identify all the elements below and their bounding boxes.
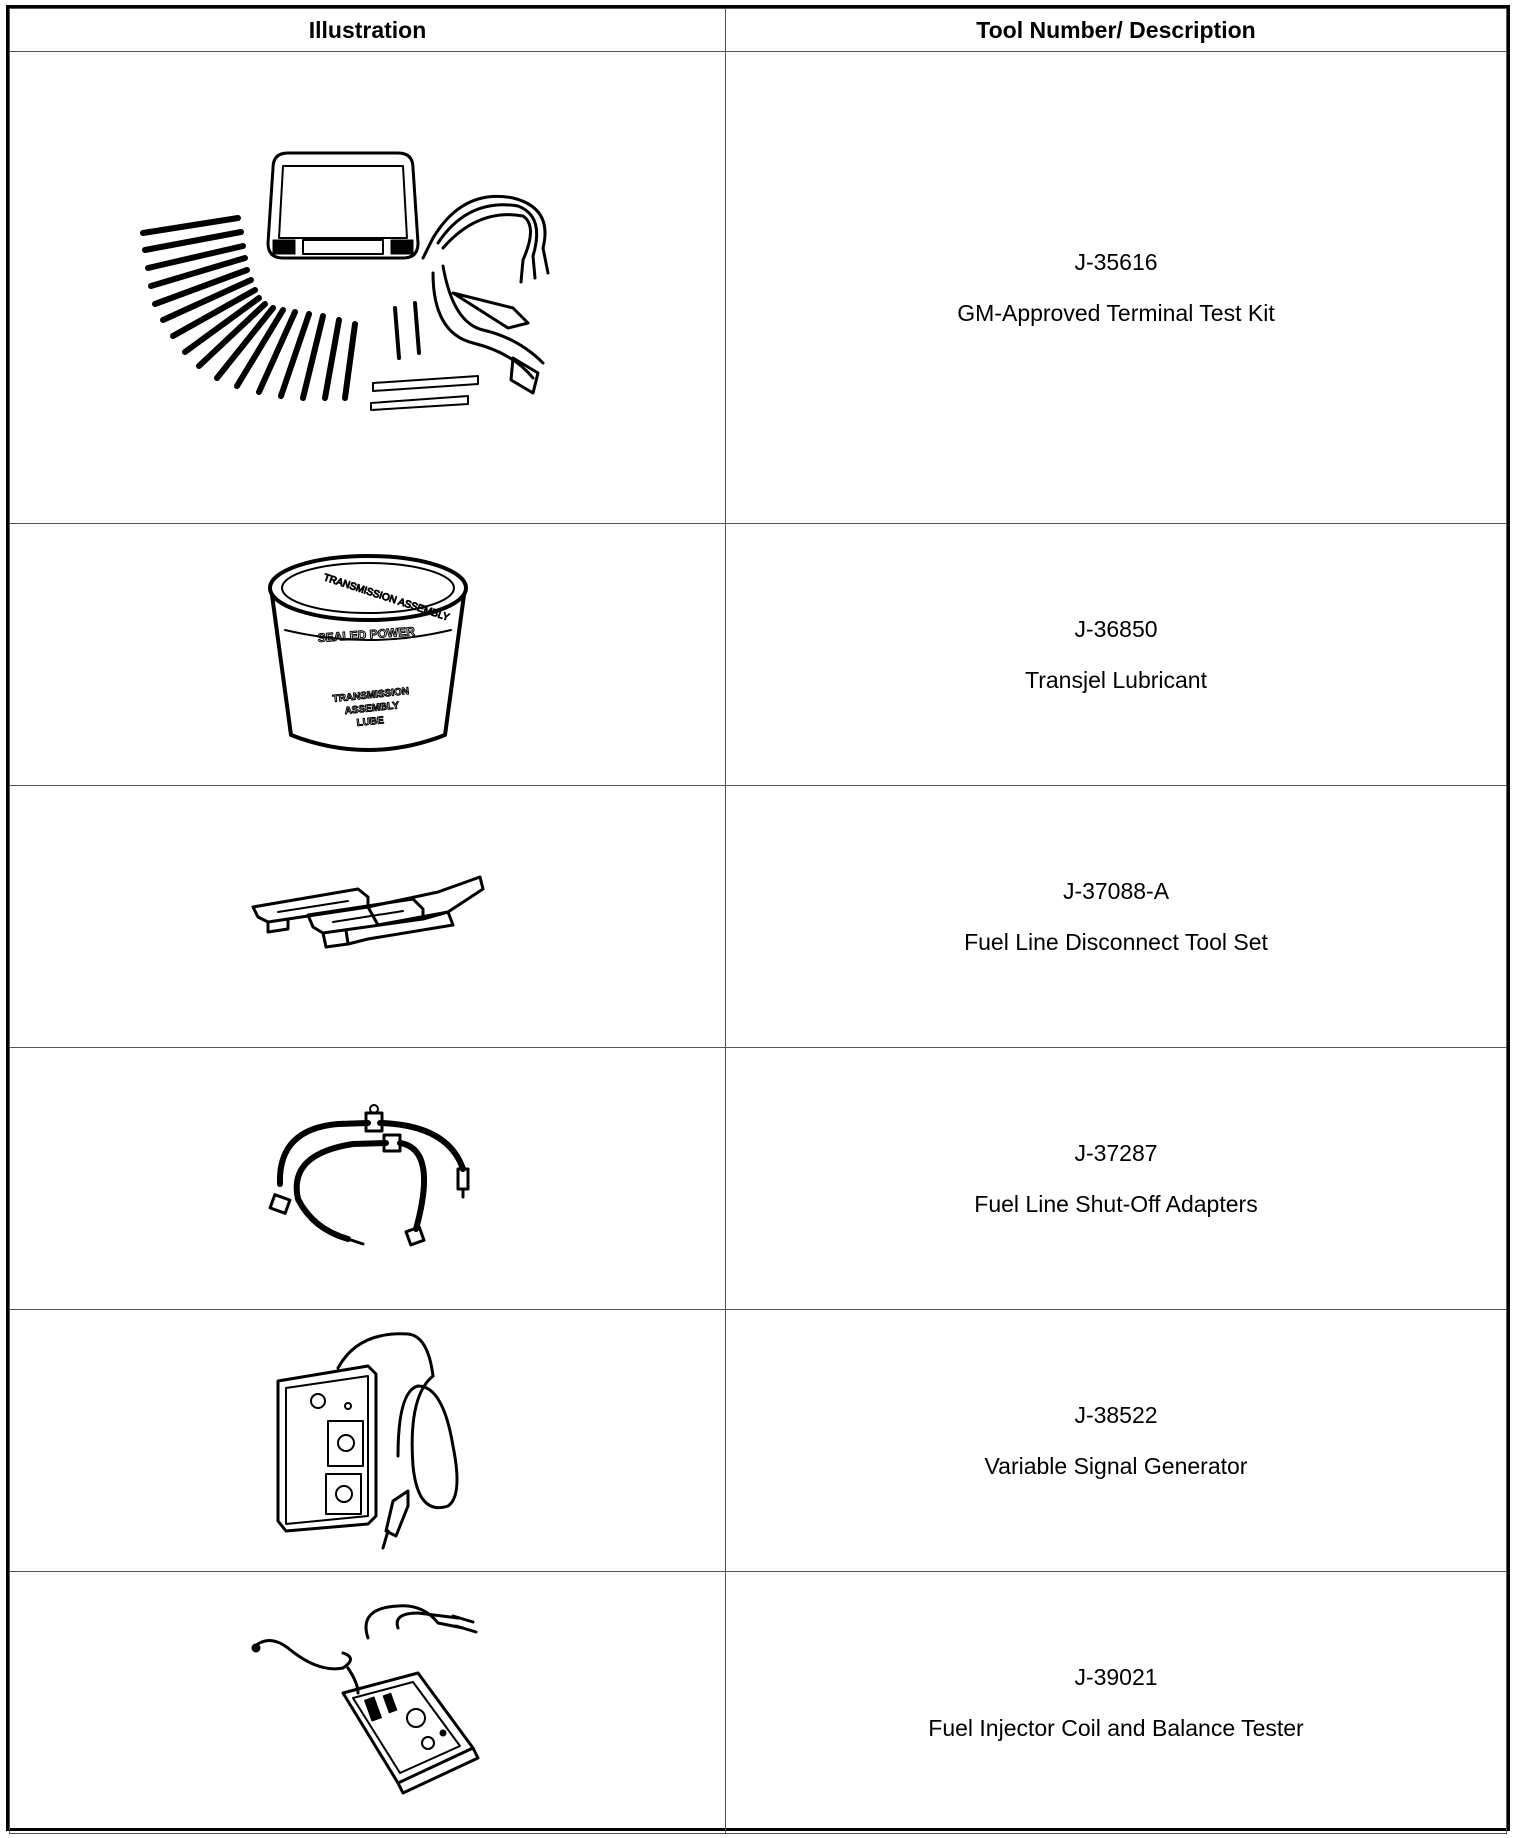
tool-description: Fuel Line Shut-Off Adapters bbox=[974, 1190, 1258, 1217]
tool-description: Transjel Lubricant bbox=[1025, 666, 1207, 693]
tool-number: J-36850 bbox=[1074, 615, 1158, 642]
tub-lid-text: TRANSMISSION ASSEMBLY bbox=[321, 571, 451, 623]
illustration-cell bbox=[10, 1048, 726, 1310]
header-tool-number-description: Tool Number/ Description bbox=[726, 9, 1507, 52]
terminal-test-kit-icon bbox=[133, 148, 603, 428]
table-row bbox=[10, 52, 1507, 524]
tub-body-line2: ASSEMBLY bbox=[343, 699, 400, 717]
tool-number: J-37287 bbox=[1074, 1139, 1158, 1166]
tools-table bbox=[9, 8, 1507, 1834]
description-cell bbox=[726, 524, 1507, 786]
description-cell bbox=[726, 1572, 1507, 1834]
tub-body-line3: LUBE bbox=[355, 714, 384, 729]
disconnect-tools-icon bbox=[248, 867, 488, 967]
tool-number: J-35616 bbox=[1074, 248, 1158, 275]
signal-generator-icon bbox=[268, 1326, 468, 1556]
shutoff-adapters-icon bbox=[258, 1099, 478, 1259]
table-row bbox=[10, 786, 1507, 1048]
header-illustration: Illustration bbox=[10, 9, 726, 52]
table-row bbox=[10, 1572, 1507, 1834]
table-row bbox=[10, 524, 1507, 786]
illustration-cell bbox=[10, 1572, 726, 1834]
illustration-cell bbox=[10, 1310, 726, 1572]
special-tools-table bbox=[6, 5, 1510, 1831]
description-cell bbox=[726, 52, 1507, 524]
header-row bbox=[10, 9, 1507, 52]
description-cell bbox=[726, 1048, 1507, 1310]
tool-description: GM-Approved Terminal Test Kit bbox=[957, 299, 1275, 326]
table-row bbox=[10, 1048, 1507, 1310]
tool-description: Variable Signal Generator bbox=[984, 1452, 1248, 1479]
tool-number: J-39021 bbox=[1074, 1663, 1158, 1690]
tub-brand-text: SEALED POWER bbox=[316, 623, 415, 645]
lubricant-tub-icon bbox=[263, 550, 473, 760]
tub-body-line1: TRANSMISSION bbox=[331, 685, 410, 705]
table-row bbox=[10, 1310, 1507, 1572]
tool-number: J-38522 bbox=[1074, 1401, 1158, 1428]
description-cell bbox=[726, 1310, 1507, 1572]
illustration-cell bbox=[10, 786, 726, 1048]
injector-tester-icon bbox=[248, 1598, 488, 1808]
tool-description: Fuel Line Disconnect Tool Set bbox=[964, 928, 1268, 955]
tool-description: Fuel Injector Coil and Balance Tester bbox=[928, 1714, 1304, 1741]
description-cell bbox=[726, 786, 1507, 1048]
illustration-cell bbox=[10, 52, 726, 524]
tool-number: J-37088-A bbox=[1062, 877, 1170, 904]
illustration-cell bbox=[10, 524, 726, 786]
